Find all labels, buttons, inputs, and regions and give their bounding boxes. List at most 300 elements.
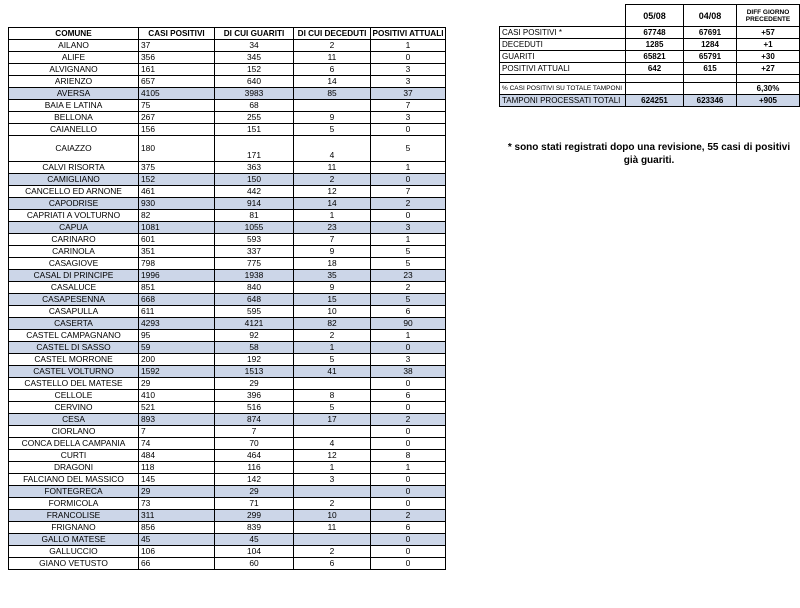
comune-name: CAMIGLIANO [9,174,139,186]
comune-name: CASAL DI PRINCIPE [9,270,139,282]
comune-name: FORMICOLA [9,498,139,510]
positivi-attuali-cell: 5 [371,258,446,270]
table-row [9,52,446,64]
comune-name: CASTEL VOLTURNO [9,366,139,378]
summary-header-diff: DIFF GIORNO PRECEDENTE [737,5,800,27]
summary-value-date1: 1285 [626,39,684,51]
guariti-cell: 68 [215,100,294,112]
deceduti-cell: 17 [294,414,371,426]
guariti-cell: 150 [215,174,294,186]
positivi-attuali-cell: 0 [371,546,446,558]
casi-positivi-cell: 484 [139,450,215,462]
comune-name: FRIGNANO [9,522,139,534]
summary-row [500,63,800,75]
deceduti-cell: 2 [294,330,371,342]
guariti-cell: 363 [215,162,294,174]
comune-name: GALLO MATESE [9,534,139,546]
casi-positivi-cell: 1592 [139,366,215,378]
table-row [9,546,446,558]
table-row [9,378,446,390]
comune-name: ALIFE [9,52,139,64]
positivi-attuali-cell: 0 [371,474,446,486]
table-row [9,366,446,378]
comune-name: CARINARO [9,234,139,246]
deceduti-cell [294,100,371,112]
casi-positivi-cell: 930 [139,198,215,210]
guariti-cell: 142 [215,474,294,486]
guariti-cell: 442 [215,186,294,198]
comune-name: FALCIANO DEL MASSICO [9,474,139,486]
table-row [9,88,446,100]
guariti-cell: 151 [215,124,294,136]
comune-name: CALVI RISORTA [9,162,139,174]
table-header-row [9,28,446,40]
summary-value-diff: +57 [737,27,800,39]
footnote: * sono stati registrati dopo una revisione, 55 casi di positivi già guariti. [507,142,791,166]
summary-percent-v2 [684,83,737,95]
summary-tamponi-v2: 623346 [684,95,737,107]
casi-positivi-cell: 106 [139,546,215,558]
summary-tamponi-v1: 624251 [626,95,684,107]
casi-positivi-cell: 82 [139,210,215,222]
guariti-cell: 396 [215,390,294,402]
guariti-cell: 464 [215,450,294,462]
table-row [9,174,446,186]
deceduti-cell: 2 [294,40,371,52]
casi-positivi-cell: 145 [139,474,215,486]
guariti-cell: 1055 [215,222,294,234]
positivi-attuali-cell: 0 [371,438,446,450]
table-row [9,330,446,342]
table-row [9,112,446,124]
casi-positivi-cell: 180 [139,136,215,162]
summary-header-blank [500,5,626,27]
guariti-cell: 34 [215,40,294,52]
table-row [9,124,446,136]
deceduti-cell: 4 [294,438,371,450]
positivi-attuali-cell: 0 [371,342,446,354]
summary-label: CASI POSITIVI * [500,27,626,39]
comune-name: CAIANELLO [9,124,139,136]
header-comune: COMUNE [9,28,139,40]
deceduti-cell: 11 [294,162,371,174]
deceduti-cell: 23 [294,222,371,234]
table-row [9,64,446,76]
positivi-attuali-cell: 0 [371,402,446,414]
table-row [9,282,446,294]
guariti-cell: 71 [215,498,294,510]
summary-percent-row [500,83,800,95]
deceduti-cell: 1 [294,462,371,474]
guariti-cell: 337 [215,246,294,258]
table-row [9,402,446,414]
comune-name: CASTEL DI SASSO [9,342,139,354]
comune-name: CANCELLO ED ARNONE [9,186,139,198]
comune-name: AILANO [9,40,139,52]
table-row [9,186,446,198]
casi-positivi-cell: 851 [139,282,215,294]
positivi-attuali-cell: 2 [371,282,446,294]
guariti-cell: 648 [215,294,294,306]
positivi-attuali-cell: 6 [371,306,446,318]
summary-label: POSITIVI ATTUALI [500,63,626,75]
guariti-cell: 60 [215,558,294,570]
casi-positivi-cell: 267 [139,112,215,124]
comune-name: CURTI [9,450,139,462]
summary-percent-label: % CASI POSITIVI SU TOTALE TAMPONI [500,83,626,95]
summary-header-row [500,5,800,27]
casi-positivi-cell: 856 [139,522,215,534]
table-row [9,486,446,498]
table-row [9,210,446,222]
casi-positivi-cell: 161 [139,64,215,76]
summary-label: DECEDUTI [500,39,626,51]
comune-name: CASTELLO DEL MATESE [9,378,139,390]
casi-positivi-cell: 7 [139,426,215,438]
deceduti-cell: 41 [294,366,371,378]
table-row [9,390,446,402]
table-row [9,342,446,354]
deceduti-cell: 9 [294,112,371,124]
deceduti-cell: 11 [294,522,371,534]
comune-name: BAIA E LATINA [9,100,139,112]
casi-positivi-cell: 152 [139,174,215,186]
summary-value-date1: 65821 [626,51,684,63]
comune-name: CESA [9,414,139,426]
positivi-attuali-cell: 6 [371,522,446,534]
guariti-cell: 1938 [215,270,294,282]
summary-value-date1: 67748 [626,27,684,39]
deceduti-cell: 5 [294,354,371,366]
table-row [9,318,446,330]
positivi-attuali-cell: 2 [371,414,446,426]
deceduti-cell: 2 [294,498,371,510]
comune-name: CAPRIATI A VOLTURNO [9,210,139,222]
deceduti-cell: 3 [294,474,371,486]
comune-name: ARIENZO [9,76,139,88]
casi-positivi-cell: 311 [139,510,215,522]
comune-name: DRAGONI [9,462,139,474]
guariti-cell: 516 [215,402,294,414]
casi-positivi-cell: 1081 [139,222,215,234]
table-row [9,234,446,246]
casi-positivi-cell: 611 [139,306,215,318]
casi-positivi-cell: 95 [139,330,215,342]
positivi-attuali-cell: 8 [371,450,446,462]
positivi-attuali-cell: 38 [371,366,446,378]
header-di-cui-guariti: DI CUI GUARITI [215,28,294,40]
guariti-cell: 593 [215,234,294,246]
casi-positivi-cell: 75 [139,100,215,112]
summary-header-date2: 04/08 [684,5,737,27]
table-row [9,222,446,234]
deceduti-cell: 7 [294,234,371,246]
comune-name: GALLUCCIO [9,546,139,558]
summary-gap-row [500,75,800,83]
deceduti-cell: 14 [294,76,371,88]
summary-header-date1: 05/08 [626,5,684,27]
table-row [9,498,446,510]
deceduti-cell: 8 [294,390,371,402]
table-row [9,100,446,112]
table-row [9,474,446,486]
table-row [9,136,446,162]
summary-tamponi-diff: +905 [737,95,800,107]
summary-value-diff: +1 [737,39,800,51]
positivi-attuali-cell: 1 [371,462,446,474]
guariti-cell: 70 [215,438,294,450]
deceduti-cell: 35 [294,270,371,282]
guariti-cell: 4121 [215,318,294,330]
summary-value-diff: +27 [737,63,800,75]
summary-value-date2: 67691 [684,27,737,39]
guariti-cell: 29 [215,378,294,390]
comune-name: CAPUA [9,222,139,234]
casi-positivi-cell: 375 [139,162,215,174]
casi-positivi-cell: 1996 [139,270,215,282]
positivi-attuali-cell: 1 [371,40,446,52]
guariti-cell: 640 [215,76,294,88]
guariti-cell: 840 [215,282,294,294]
comune-name: CAIAZZO [9,136,139,162]
summary-value-date1: 642 [626,63,684,75]
deceduti-cell: 6 [294,64,371,76]
deceduti-cell: 82 [294,318,371,330]
guariti-cell: 914 [215,198,294,210]
deceduti-cell: 4 [294,136,371,162]
positivi-attuali-cell: 3 [371,222,446,234]
table-row [9,558,446,570]
casi-positivi-cell: 200 [139,354,215,366]
table-row [9,354,446,366]
deceduti-cell: 11 [294,52,371,64]
casi-positivi-cell: 156 [139,124,215,136]
positivi-attuali-cell: 0 [371,52,446,64]
guariti-cell: 116 [215,462,294,474]
positivi-attuali-cell: 1 [371,162,446,174]
deceduti-cell: 85 [294,88,371,100]
comune-name: CASTEL MORRONE [9,354,139,366]
positivi-attuali-cell: 5 [371,246,446,258]
guariti-cell: 1513 [215,366,294,378]
casi-positivi-cell: 66 [139,558,215,570]
guariti-cell: 192 [215,354,294,366]
comune-name: CASERTA [9,318,139,330]
deceduti-cell: 10 [294,510,371,522]
positivi-attuali-cell: 1 [371,330,446,342]
deceduti-cell: 2 [294,174,371,186]
casi-positivi-cell: 798 [139,258,215,270]
guariti-cell: 45 [215,534,294,546]
comune-name: AVERSA [9,88,139,100]
casi-positivi-cell: 29 [139,378,215,390]
casi-positivi-cell: 45 [139,534,215,546]
table-row [9,510,446,522]
table-row [9,414,446,426]
positivi-attuali-cell: 5 [371,294,446,306]
table-row [9,438,446,450]
comune-name: CONCA DELLA CAMPANIA [9,438,139,450]
deceduti-cell: 2 [294,546,371,558]
comune-name: CASAPESENNA [9,294,139,306]
comune-name: FONTEGRECA [9,486,139,498]
summary-value-date2: 65791 [684,51,737,63]
summary-table [499,4,800,107]
deceduti-cell [294,486,371,498]
positivi-attuali-cell: 0 [371,210,446,222]
positivi-attuali-cell: 1 [371,234,446,246]
table-row [9,76,446,88]
table-row [9,258,446,270]
table-row [9,450,446,462]
guariti-cell: 874 [215,414,294,426]
comune-name: CAPODRISE [9,198,139,210]
casi-positivi-cell: 59 [139,342,215,354]
positivi-attuali-cell: 2 [371,510,446,522]
summary-body [500,27,800,75]
deceduti-cell: 10 [294,306,371,318]
casi-positivi-cell: 118 [139,462,215,474]
casi-positivi-cell: 74 [139,438,215,450]
casi-positivi-cell: 893 [139,414,215,426]
summary-value-diff: +30 [737,51,800,63]
comune-name: CIORLANO [9,426,139,438]
deceduti-cell: 5 [294,402,371,414]
positivi-attuali-cell: 3 [371,112,446,124]
guariti-cell: 255 [215,112,294,124]
summary-percent-value: 6,30% [737,83,800,95]
comune-name: CELLOLE [9,390,139,402]
positivi-attuali-cell: 0 [371,558,446,570]
deceduti-cell [294,378,371,390]
summary-row [500,51,800,63]
guariti-cell: 3983 [215,88,294,100]
positivi-attuali-cell: 0 [371,426,446,438]
summary-row [500,39,800,51]
guariti-cell: 152 [215,64,294,76]
positivi-attuali-cell: 90 [371,318,446,330]
positivi-attuali-cell: 5 [371,136,446,162]
guariti-cell: 171 [215,136,294,162]
comune-name: FRANCOLISE [9,510,139,522]
guariti-cell: 92 [215,330,294,342]
deceduti-cell: 1 [294,210,371,222]
positivi-attuali-cell: 7 [371,100,446,112]
casi-positivi-cell: 351 [139,246,215,258]
guariti-cell: 299 [215,510,294,522]
summary-value-date2: 1284 [684,39,737,51]
comune-name: CARINOLA [9,246,139,258]
table-row [9,40,446,52]
positivi-attuali-cell: 0 [371,498,446,510]
casi-positivi-cell: 29 [139,486,215,498]
comune-name: CASALUCE [9,282,139,294]
casi-positivi-cell: 410 [139,390,215,402]
casi-positivi-cell: 461 [139,186,215,198]
positivi-attuali-cell: 3 [371,64,446,76]
summary-row [500,27,800,39]
positivi-attuali-cell: 7 [371,186,446,198]
guariti-cell: 104 [215,546,294,558]
comuni-table [8,27,446,570]
comune-name: CASAGIOVE [9,258,139,270]
guariti-cell: 345 [215,52,294,64]
positivi-attuali-cell: 3 [371,76,446,88]
casi-positivi-cell: 37 [139,40,215,52]
summary-label: GUARITI [500,51,626,63]
header-casi-positivi: CASI POSITIVI [139,28,215,40]
table-row [9,294,446,306]
deceduti-cell [294,426,371,438]
positivi-attuali-cell: 0 [371,486,446,498]
casi-positivi-cell: 4293 [139,318,215,330]
guariti-cell: 58 [215,342,294,354]
positivi-attuali-cell: 2 [371,198,446,210]
positivi-attuali-cell: 0 [371,124,446,136]
table-row [9,426,446,438]
positivi-attuali-cell: 23 [371,270,446,282]
deceduti-cell: 14 [294,198,371,210]
deceduti-cell: 6 [294,558,371,570]
header-di-cui-deceduti: DI CUI DECEDUTI [294,28,371,40]
deceduti-cell [294,534,371,546]
guariti-cell: 7 [215,426,294,438]
comune-name: CERVINO [9,402,139,414]
table-row [9,246,446,258]
table-row [9,198,446,210]
comune-name: ALVIGNANO [9,64,139,76]
comune-name: BELLONA [9,112,139,124]
positivi-attuali-cell: 0 [371,378,446,390]
deceduti-cell: 9 [294,246,371,258]
deceduti-cell: 12 [294,186,371,198]
guariti-cell: 775 [215,258,294,270]
positivi-attuali-cell: 0 [371,534,446,546]
deceduti-cell: 12 [294,450,371,462]
table-row [9,162,446,174]
guariti-cell: 81 [215,210,294,222]
guariti-cell: 29 [215,486,294,498]
casi-positivi-cell: 73 [139,498,215,510]
comuni-table-body [9,40,446,570]
deceduti-cell: 5 [294,124,371,136]
summary-tamponi-row [500,95,800,107]
casi-positivi-cell: 356 [139,52,215,64]
header-positivi-attuali: POSITIVI ATTUALI [371,28,446,40]
casi-positivi-cell: 4105 [139,88,215,100]
comune-name: GIANO VETUSTO [9,558,139,570]
table-row [9,462,446,474]
casi-positivi-cell: 668 [139,294,215,306]
casi-positivi-cell: 601 [139,234,215,246]
table-row [9,306,446,318]
summary-tamponi-label: TAMPONI PROCESSATI TOTALI [500,95,626,107]
table-row [9,534,446,546]
deceduti-cell: 1 [294,342,371,354]
summary-percent-v1 [626,83,684,95]
deceduti-cell: 9 [294,282,371,294]
deceduti-cell: 15 [294,294,371,306]
deceduti-cell: 18 [294,258,371,270]
comune-name: CASTEL CAMPAGNANO [9,330,139,342]
table-row [9,522,446,534]
guariti-cell: 839 [215,522,294,534]
positivi-attuali-cell: 3 [371,354,446,366]
positivi-attuali-cell: 6 [371,390,446,402]
positivi-attuali-cell: 0 [371,174,446,186]
positivi-attuali-cell: 37 [371,88,446,100]
casi-positivi-cell: 521 [139,402,215,414]
